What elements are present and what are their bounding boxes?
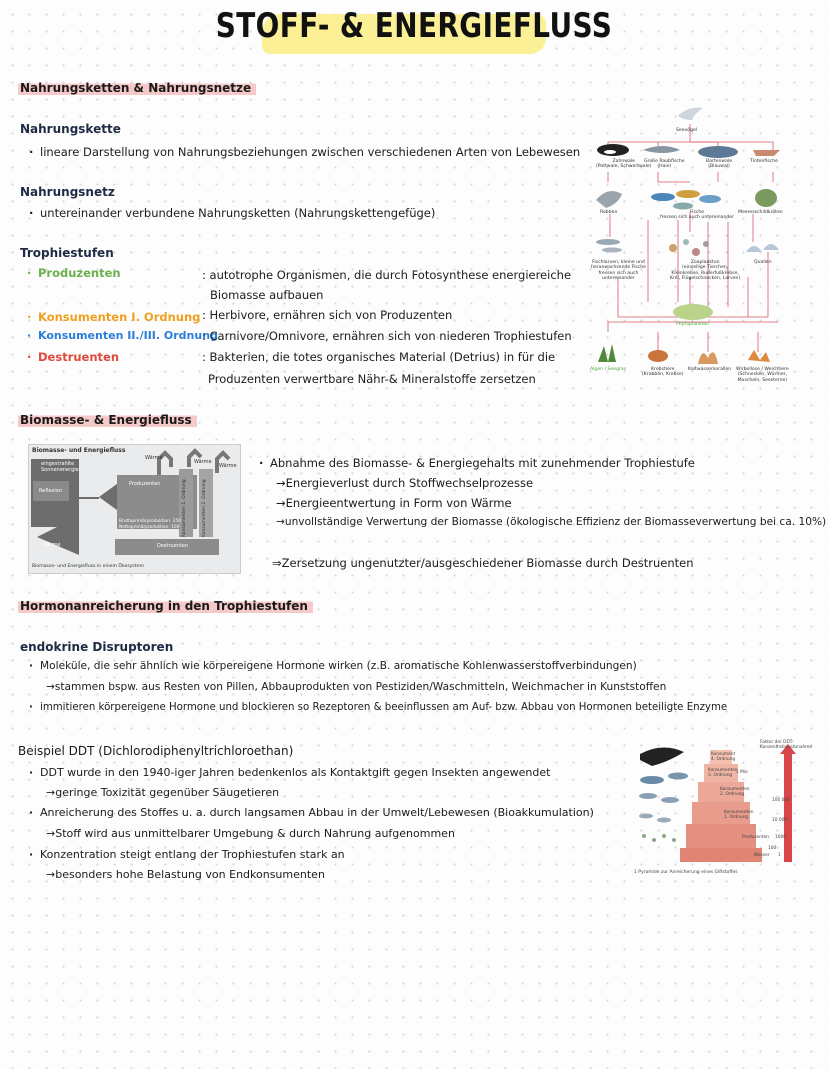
bio-produzenten: Produzenten	[129, 481, 161, 487]
ddt-k4: Konsument 4. Ordnung	[711, 752, 736, 762]
def-nahrungsnetz: · untereinander verbundene Nahrungsketten (Nahrungskettengefüge)	[40, 206, 435, 220]
ddt-k1: Konsumenten 1. Ordnung	[724, 810, 754, 820]
label-tintenfische: Tintenfische	[750, 159, 778, 164]
label-quallen: Quallen	[754, 260, 772, 265]
level-konsumenten-2-3-desc: : Carnivore/Omnivore, ernähren sich von niederen Trophiestufen	[202, 329, 572, 343]
term-beispiel-ddt: Beispiel DDT (Dichlorodiphenyltrichloroethan)	[18, 744, 294, 758]
label-wirbellose: Wirbellose / Weichtiere (Schnecken, Würmer, Muscheln, Seesterne)	[736, 367, 789, 383]
level-konsumenten-2-3: · Konsumenten II./III. Ordnung	[38, 329, 218, 342]
bio-waerme-2: Wärme	[194, 459, 212, 465]
ddt-v4: 1000	[775, 835, 786, 840]
bio-konsumenten-2: Konsumenten 2. Ordnung	[202, 479, 207, 537]
disruptor-point-2: · immitieren körpereigene Hormone und blockieren so Rezeptoren & beeinflussen am Auf- bzw. Abbau von Hormonen beteiligte Enzyme	[40, 702, 727, 713]
level-konsumenten-1: · Konsumenten I. Ordnung	[38, 310, 200, 324]
level-konsumenten-1-desc: : Herbivore, ernähren sich von Produzenten	[202, 308, 453, 322]
label-raubfische: Große Raubfische (Haie)	[644, 159, 685, 170]
ddt-v6: 1	[778, 853, 781, 858]
label-fischlarven: Fischlarven, kleine und heranwachsende Fische fressen sich auch untereinander	[591, 260, 646, 282]
label-bartenwale: Bartenwale (Blauwal)	[706, 159, 733, 170]
label-seevoegel: Seevögel	[676, 128, 698, 133]
level-produzenten-desc2: Biomasse aufbauen	[210, 288, 324, 302]
level-destruenten: · Destruenten	[38, 350, 119, 364]
ddt-point-2: · Anreicherung des Stoffes u. a. durch langsamen Abbau in der Umwelt/Lebewesen (Bioakkumulation)	[40, 806, 594, 819]
food-web-graphic	[588, 102, 785, 392]
disruptor-point-1: · Moleküle, die sehr ähnlich wie körpereigene Hormone wirken (z.B. aromatische Kohlenwasserstoffverbindungen)	[40, 660, 637, 672]
ddt-v2: 100 000	[772, 798, 790, 803]
bio-title: Biomasse- und Energiefluss	[32, 447, 126, 454]
ddt-k2: Konsumenten 2. Ordnung	[720, 787, 750, 797]
ddt-point-3a: →besonders hohe Belastung von Endkonsumenten	[46, 868, 325, 881]
ddt-point-1: · DDT wurde in den 1940-iger Jahren bedenkenlos als Kontaktgift gegen Insekten angewendet	[40, 766, 550, 779]
page-title: STOFF- & ENERGIEFLUSS	[215, 6, 613, 46]
bio-arrow-1: →Energieverlust durch Stoffwechselprozesse	[276, 476, 534, 490]
bio-waerme-left: Wärme	[43, 542, 61, 548]
bio-waerme-3: Wärme	[219, 463, 237, 469]
bio-main-point: · Abnahme des Biomasse- & Energiegehalts mit zunehmender Trophiestufe	[270, 456, 695, 470]
heading-hormonanreicherung: Hormonanreicherung in den Trophiestufen	[18, 598, 313, 615]
label-schildkroeten: Meeresschildkröten	[738, 210, 783, 215]
bio-conclusion: ⇒Zersetzung ungenutzter/ausgeschiedener Biomasse durch Destruenten	[272, 556, 694, 570]
term-endokrine-disruptoren: endokrine Disruptoren	[20, 640, 174, 654]
label-krebstiere: Krebstiere (Krabben, Krebse)	[642, 367, 684, 378]
bio-netto: Nettoprimärproduktion: 100	[119, 525, 180, 530]
level-produzenten-desc: : autotrophe Organismen, die durch Fotosynthese energiereiche	[202, 268, 572, 282]
level-produzenten: · Produzenten	[38, 266, 121, 280]
ddt-k3: Konsumenten 3. Ordnung	[708, 768, 738, 778]
label-fische: Fische fressen sich auch untereinander	[660, 210, 735, 221]
ddt-v3: 10 000	[772, 818, 788, 823]
bio-destruenten: Destruenten	[157, 543, 189, 549]
ddt-caption: 1 Pyramide zur Anreicherung eines Giftstoffes	[634, 870, 738, 875]
bio-caption: Biomasse- und Energiefluss in einem Ökosystem	[32, 564, 144, 569]
bio-reflexion: Reflexion	[39, 488, 63, 494]
bio-arrow-3: →unvollständige Verwertung der Biomasse (ökologische Effizienz der Biomasseverwertung bei ca. 10%)	[276, 516, 827, 528]
bio-eingestrahlte: eingestrahlte Sonnenenergie	[41, 461, 79, 473]
bio-konsumenten-1: Konsumenten 1. Ordnung	[182, 479, 187, 537]
ddt-point-2a: →Stoff wird aus unmittelbarer Umgebung & durch Nahrung aufgenommen	[46, 827, 455, 840]
ddt-wasser: Wasser	[754, 853, 770, 858]
ddt-point-3: · Konzentration steigt entlang der Trophiestufen stark an	[40, 848, 345, 861]
bio-arrow-2: →Energieentwertung in Form von Wärme	[276, 496, 512, 510]
ddt-produzenten: Produzenten	[742, 835, 769, 840]
ddt-pyramid-figure	[632, 740, 813, 880]
ddt-v1: 1 Mio	[736, 770, 748, 775]
bio-brutto: Bruttoprimärproduktion: 250	[119, 519, 181, 524]
level-destruenten-desc: : Bakterien, die totes organisches Material (Detrius) in für die	[202, 350, 556, 364]
term-nahrungsnetz: Nahrungsnetz	[20, 185, 115, 199]
biomass-flow-figure	[28, 444, 241, 574]
food-web-figure	[588, 102, 789, 392]
label-zahnwale: Zahnwale (Pottwale, Schwertwale)	[596, 159, 652, 170]
ddt-v5: 100	[768, 846, 777, 851]
level-destruenten-desc2: Produzenten verwertbare Nähr-& Mineralstoffe zersetzen	[208, 372, 536, 386]
label-robben: Robben	[600, 210, 618, 215]
def-nahrungskette: · lineare Darstellung von Nahrungsbeziehungen zwischen verschiedenen Arten von Lebewesen	[40, 145, 580, 159]
ddt-point-1a: →geringe Toxizität gegenüber Säugetieren	[46, 786, 280, 799]
term-nahrungskette: Nahrungskette	[20, 122, 121, 136]
ddt-faktor-label: Faktor der DDT- Konzentrationszunahme	[760, 740, 813, 750]
label-zooplankton: Zooplankton (einzellige Tierchen, Kleinkrebse, Ruderfußkrebse, Krill, Flügelschnecken, Larven)	[670, 260, 741, 282]
term-trophiestufen: Trophiestufen	[20, 246, 114, 260]
disruptor-point-1a: →stammen bspw. aus Resten von Pillen, Abbauprodukten von Pestiziden/Waschmitteln, Weichmacher in Kunststoffen	[46, 681, 667, 693]
label-algen: Algen / Seegras	[590, 367, 627, 372]
heading-nahrungsketten: Nahrungsketten & Nahrungsnetze	[18, 80, 256, 97]
label-phytoplankton: Phytoplankton	[676, 322, 710, 327]
heading-biomasse: Biomasse- & Energiefluss	[18, 412, 197, 429]
bio-waerme-1: Wärme	[145, 455, 163, 461]
label-korallen: Kaltwasserkorallen	[688, 367, 732, 372]
